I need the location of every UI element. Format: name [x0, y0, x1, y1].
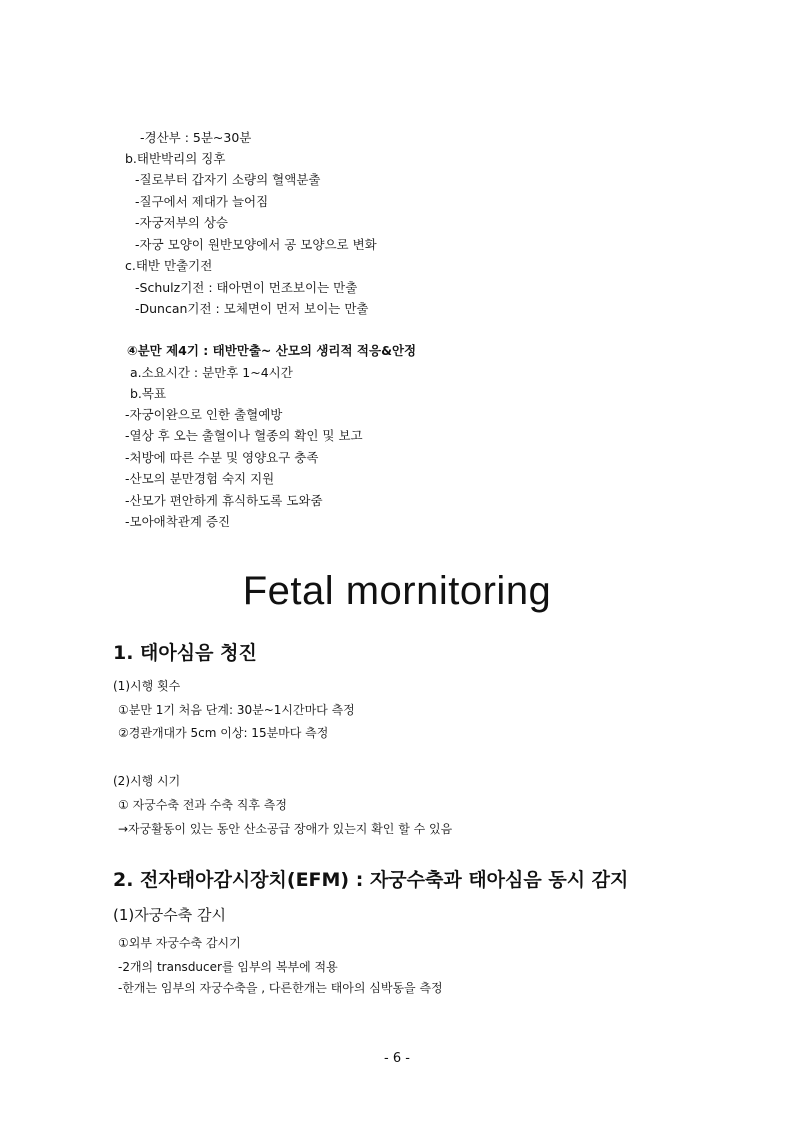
text-line: -모아애착관계 증진 [125, 514, 231, 529]
text-line: a.소요시간 : 분만후 1~4시간 [130, 365, 293, 380]
text-line: c.태반 만출기전 [125, 258, 213, 273]
section-1-heading: 1. 태아심음 청진 [113, 642, 257, 664]
text-line: -Duncan기전 : 모체면이 먼저 보이는 만출 [135, 301, 369, 316]
text-line: ① 자궁수축 전과 수축 직후 측정 [118, 798, 287, 812]
text-line: -경산부 : 5분~30분 [140, 130, 252, 145]
text-line: -산모의 분만경험 숙지 지원 [125, 471, 275, 486]
text-line: (1)시행 횟수 [113, 679, 181, 693]
text-line: -열상 후 오는 출혈이나 혈종의 확인 및 보고 [125, 428, 363, 443]
text-line: -한개는 임부의 자궁수축을 , 다른한개는 태아의 심박동을 측정 [118, 981, 443, 995]
text-line: -자궁저부의 상승 [135, 215, 229, 230]
text-line: -산모가 편안하게 휴식하도록 도와줌 [125, 493, 323, 508]
text-line: b.목표 [130, 386, 167, 401]
text-line: -질구에서 제대가 늘어짐 [135, 194, 269, 209]
text-line: -Schulz기전 : 태아면이 먼조보이는 만출 [135, 280, 358, 295]
text-line: →자궁활동이 있는 동안 산소공급 장애가 있는지 확인 할 수 있음 [118, 822, 453, 836]
text-line: -자궁이완으로 인한 출혈예방 [125, 407, 283, 422]
text-line: (2)시행 시기 [113, 774, 181, 788]
text-line: -처방에 따른 수분 및 영양요구 충족 [125, 450, 319, 465]
page-number: - 6 - [384, 1051, 410, 1066]
text-line: ①분만 1기 처음 단계: 30분~1시간마다 측정 [118, 703, 355, 717]
text-line: -2개의 transducer를 임부의 복부에 적용 [118, 960, 338, 974]
text-line: b.태반박리의 징후 [125, 151, 226, 166]
section-2-subheading: (1)자궁수축 감시 [113, 906, 226, 924]
stage4-heading: ④분만 제4기 : 태반만출~ 산모의 생리적 적응&안정 [127, 343, 417, 358]
text-line: ①외부 자궁수축 감시기 [118, 936, 241, 950]
text-line: ②경관개대가 5cm 이상: 15분마다 측정 [118, 726, 329, 740]
section-2-heading: 2. 전자태아감시장치(EFM) : 자궁수축과 태아심음 동시 감지 [113, 869, 629, 891]
text-line: -질로부터 갑자기 소량의 혈액분출 [135, 172, 321, 187]
page-title: Fetal mornitoring [242, 569, 552, 613]
text-line: -자궁 모양이 원반모양에서 공 모양으로 변화 [135, 237, 377, 252]
